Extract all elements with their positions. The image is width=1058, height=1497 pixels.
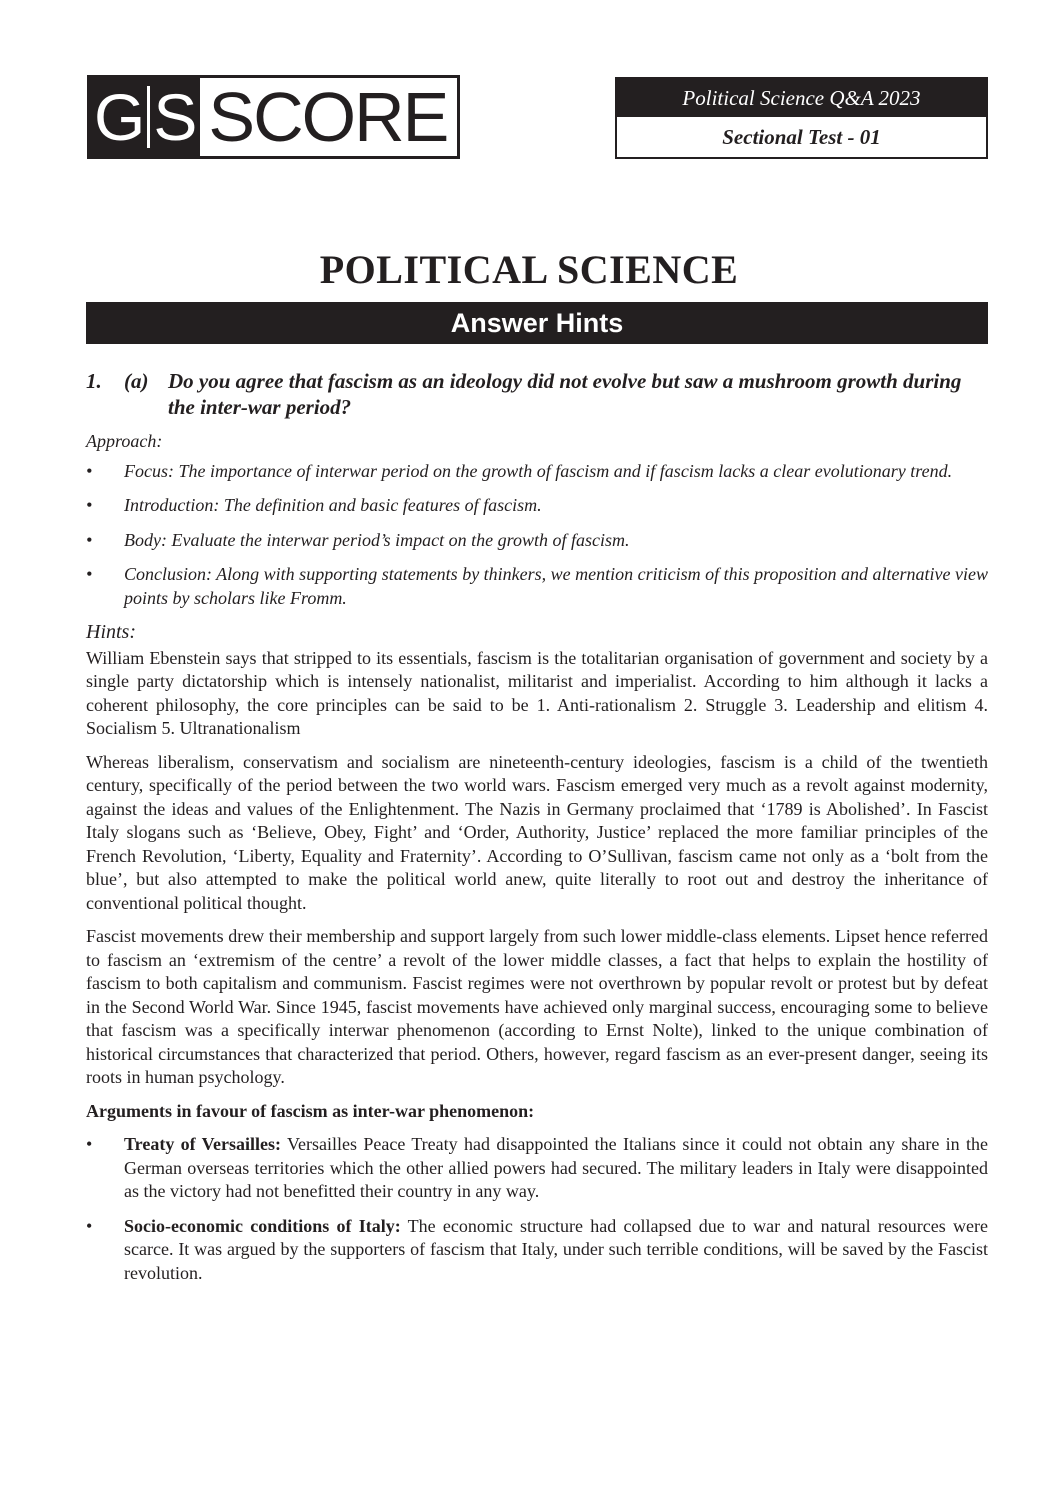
logo-letter-s: S	[153, 80, 197, 154]
argument-text: The economic structure had collapsed due to war and natural resources were scarce. It was argued by the supporters of fascism that Italy, under such terrible conditions, will be saved by the Fascist revolution.	[124, 1215, 988, 1283]
bullet-icon: •	[86, 1134, 93, 1154]
approach-list	[86, 460, 988, 611]
gs-score-logo	[87, 75, 460, 159]
hint-paragraph: Fascist movements drew their membership and support largely from such lower middle-class elements. Lipset hence referred to fascism an ‘extremism of the centre’ a revolt of the lower middle classes, a fact that helps to explain the hostility of fascism to both capitalism and communism. Fascist regimes were not overthrown by popular revolt or protest but by defeat in the Second World War. Since 1945, fascist movements have achieved only marginal success, encouraging some to believe that fascism was a specifically interwar phenomenon (according to Ernst Nolte), linked to the unique combination of historical circumstances that characterized that period. Others, however, regard fascism as an ever-present danger, seeing its roots in human psychology.	[86, 926, 988, 1087]
answer-hints-banner	[86, 302, 988, 344]
approach-label: Approach:	[86, 431, 163, 451]
approach-item: • Introduction: The definition and basic features of fascism.	[86, 494, 988, 518]
question-part: (a)	[124, 369, 149, 393]
series-box	[615, 77, 988, 159]
answer-hints-label: Answer Hints	[450, 307, 624, 338]
bullet-icon: •	[86, 1215, 93, 1236]
logo-gs-text	[94, 78, 196, 156]
bullet-icon: •	[86, 564, 93, 584]
hints-label: Hints:	[86, 621, 136, 643]
series-title: Political Science Q&A 2023	[617, 79, 986, 117]
argument-item	[86, 1215, 988, 1286]
question-heading	[86, 368, 988, 420]
page-title: POLITICAL SCIENCE	[319, 247, 739, 292]
arguments-list	[86, 1133, 988, 1285]
approach-item: • Conclusion: Along with supporting statements by thinkers, we mention criticism of this proposition and alternative view points by scholars like Fromm.	[86, 564, 988, 608]
bullet-icon: •	[86, 529, 93, 550]
question-number: 1.	[86, 369, 102, 393]
document-body	[86, 368, 988, 1296]
approach-item: • Body: Evaluate the interwar period’s impact on the growth of fascism.	[86, 529, 988, 553]
hint-paragraph: William Ebenstein says that stripped to its essentials, fascism is the totalitarian organisation of government and society by a single party dictatorship which is intensely nationalist, militarist and imperialist. According to him although it lacks a coherent philosophy, the core principles can be said to be 1. Anti-rationalism 2. Struggle 3. Leadership and elitism 4. Socialism 5. Ultranationalism	[86, 647, 988, 738]
argument-lead: Treaty of Versailles:	[124, 1134, 281, 1154]
approach-item: • Focus: The importance of interwar period on the growth of fascism and if fascism lacks a clear evolutionary trend.	[86, 460, 988, 484]
argument-text: Versailles Peace Treaty had disappointed the Italians since it could not obtain any share in the German overseas territories which the other allied powers had secured. The military leaders in Italy were disappointed as the victory had not benefitted their country in any way.	[124, 1134, 988, 1201]
logo-gs-block	[90, 78, 200, 156]
bullet-icon: •	[86, 460, 93, 481]
bullet-icon: •	[86, 495, 93, 515]
test-name: Sectional Test - 01	[722, 124, 881, 149]
argument-lead: Socio-economic conditions of Italy:	[124, 1215, 401, 1236]
hint-paragraph: Whereas liberalism, conservatism and socialism are nineteenth-century ideologies, fascism is a child of the twentieth century, specifically of the period between the two world wars. Fascism emerged very much as a revolt against modernity, against the ideas and values of the Enlightenment. The Nazis in Germany proclaimed that ‘1789 is Abolished’. In Fascist Italy slogans such as ‘Believe, Obey, Fight’ and ‘Order, Authority, Justice’ replaced the more familiar principles of the French Revolution, ‘Liberty, Equality and Fraternity’. According to O’Sullivan, fascism came not only as a ‘bolt from the blue’, but also attempted to make the political world anew, quite literally to root out and destroy the inheritance of conventional political thought.	[86, 751, 988, 913]
logo-score-text: SCORE	[208, 78, 448, 156]
argument-item	[86, 1133, 988, 1204]
logo-letter-g: G	[94, 80, 145, 154]
question-text: Do you agree that fascism as an ideology did not evolve but saw a mushroom growth during the inter-war period?	[168, 369, 962, 419]
arguments-heading: Arguments in favour of fascism as inter-war phenomenon:	[86, 1100, 535, 1121]
logo-divider	[147, 86, 150, 148]
